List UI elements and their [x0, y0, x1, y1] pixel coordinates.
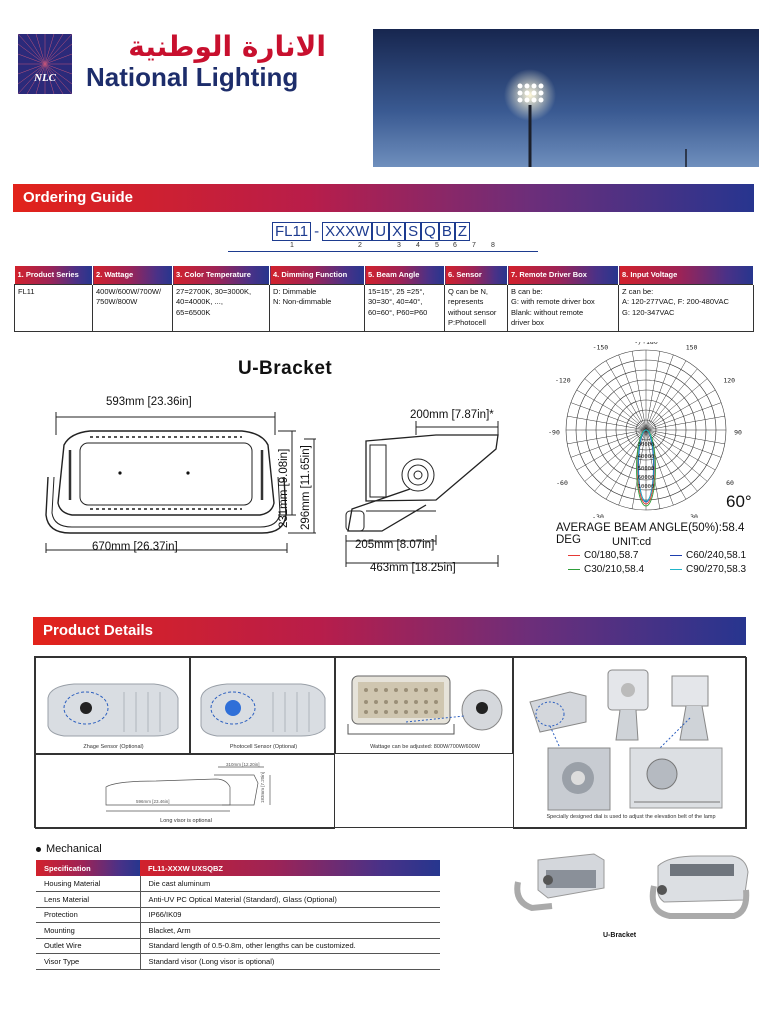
visor-dim-top: 310mm [12.20in] [226, 762, 260, 767]
polar-angle-label: 60 [726, 478, 734, 487]
side-view-drawing [326, 405, 526, 585]
polar-svg [546, 342, 756, 518]
bullet-icon [36, 847, 41, 852]
table-cell: B can be: G: with remote driver box Blank: without remote driver box [508, 284, 619, 331]
code-segment: XXXW [322, 222, 372, 241]
unit-label: UNIT:cd [612, 536, 652, 548]
mechanical-title-text: Mechanical [46, 843, 102, 855]
table-row [36, 923, 440, 939]
code-number: 5 [435, 242, 439, 249]
legend-swatch [568, 569, 580, 570]
table-row [36, 876, 440, 892]
dim-side-top: 200mm [7.87in]* [410, 409, 494, 421]
spec-label: Outlet Wire [36, 938, 140, 954]
visor-drawing [96, 761, 276, 815]
company-logo [18, 34, 72, 94]
code-number: 7 [472, 242, 476, 249]
stadium-photo [373, 29, 759, 167]
wattage-caption: Wattage can be adjusted: 800W/700W/600W [370, 744, 480, 750]
ordering-table-header [15, 266, 754, 284]
photocell-sensor-image [197, 678, 331, 742]
u-bracket-label: U-Bracket [603, 932, 637, 939]
company-name: National Lighting [86, 62, 299, 92]
dim-height-2: 296mm [11.65in] [300, 445, 312, 530]
spec-label: Visor Type [36, 954, 140, 970]
u-bracket-product-image [508, 846, 758, 930]
code-number: 2 [358, 242, 362, 249]
zhaga-sensor-image [44, 678, 184, 742]
spec-value: IP66/IK09 [140, 907, 440, 923]
beam-angle-caption: AVERAGE BEAM ANGLE(50%):58.4 DEG [556, 522, 745, 546]
spec-table-header [36, 860, 440, 876]
ordering-table [14, 266, 754, 332]
code-number: 1 [290, 242, 294, 249]
code-underline [228, 251, 538, 252]
photocell-sensor-panel [190, 657, 335, 754]
code-segment: U [372, 222, 389, 241]
code-number: 8 [491, 242, 495, 249]
spec-header-cell: Specification [36, 860, 140, 876]
mechanical-title [36, 843, 102, 855]
column-header: 1. Product Series [15, 266, 93, 284]
table-row [36, 954, 440, 970]
code-segment: B [439, 222, 455, 241]
table-row [36, 892, 440, 908]
dim-width-top: 593mm [23.36in] [106, 396, 192, 408]
spec-value: Die cast aluminum [140, 876, 440, 892]
spec-label: Mounting [36, 923, 140, 939]
legend-label: C60/240,58.1 [686, 550, 747, 561]
table-cell: FL11 [15, 284, 93, 331]
table-row [15, 284, 754, 331]
visor-dim-side: 183mm [7.20in] [260, 771, 265, 803]
spec-header-cell: FL11-XXXW UXSQBZ [140, 860, 440, 876]
legend-label: C30/210,58.4 [584, 564, 645, 575]
polar-ring-label: 10000 [637, 484, 655, 490]
legend-swatch [568, 555, 580, 556]
code-number: 4 [416, 242, 420, 249]
polar-ring-label: 40000 [637, 454, 655, 460]
table-cell: 15=15°, 25 =25°, 30=30°, 40=40°, 60=60°, P60=P60 [365, 284, 445, 331]
beam-degree: 60° [726, 492, 752, 511]
legend-swatch [670, 569, 682, 570]
spec-value: Standard visor (Long visor is optional) [140, 954, 440, 970]
legend-item [670, 550, 746, 561]
spec-value: Standard length of 0.5-0.8m, other lengths can be customized. [140, 938, 440, 954]
wattage-panel [335, 657, 513, 754]
code-segment: Q [421, 222, 439, 241]
column-header: 4. Dimming Function [270, 266, 365, 284]
polar-ring-label: 60000 [637, 475, 655, 481]
table-cell: 400W/600W/700W/ 750W/800W [93, 284, 173, 331]
column-header: 6. Sensor [445, 266, 508, 284]
code-number: 3 [397, 242, 401, 249]
spec-table [36, 860, 440, 970]
visor-panel [35, 754, 335, 829]
dim-width-bottom: 670mm [26.37in] [92, 541, 178, 553]
dial-caption: Specially designed dial is used to adjust the elevation belt of the lamp [546, 814, 716, 820]
column-header: 3. Color Temperature [173, 266, 270, 284]
legend-item [568, 550, 639, 561]
logo-starburst [18, 34, 72, 94]
code-number: 6 [453, 242, 457, 249]
photocell-caption: Photocell Sensor (Optional) [229, 744, 298, 750]
column-header: 7. Remote Driver Box [508, 266, 619, 284]
product-details-grid [34, 656, 746, 828]
dial-panel [513, 657, 747, 829]
polar-diagram [546, 342, 756, 518]
legend-label: C90/270,58.3 [686, 564, 747, 575]
visor-dim-bottom: 596mm [23.46in] [136, 799, 170, 804]
table-row [36, 907, 440, 923]
dim-side-mid: 205mm [8.07in] [355, 539, 435, 551]
polar-angle-label: 90 [734, 428, 742, 437]
dial-image [520, 662, 744, 812]
dim-height-1: 231mm [9.08in] [278, 448, 290, 528]
spec-value: Anti-UV PC Optical Material (Standard), Glass (Optional) [140, 892, 440, 908]
code-segment: FL11 [272, 222, 311, 241]
polar-angle-label: -150 [592, 343, 609, 352]
code-separator: - [314, 222, 320, 240]
legend-item [568, 564, 644, 575]
polar-angle-label: 120 [723, 376, 736, 385]
table-row [36, 938, 440, 954]
legend-label: C0/180,58.7 [584, 550, 639, 561]
spec-label: Lens Material [36, 892, 140, 908]
spec-label: Protection [36, 907, 140, 923]
dim-side-bottom: 463mm [18.25in] [370, 562, 456, 574]
polar-angle-label: -60 [556, 478, 568, 487]
column-header: 8. Input Voltage [619, 266, 754, 284]
code-segment: S [405, 222, 421, 241]
table-cell: Z can be: A: 120-277VAC, F: 200-480VAC G: 120-347VAC [619, 284, 754, 331]
legend-swatch [670, 555, 682, 556]
wattage-image [344, 666, 509, 744]
spec-value: Blacket, Arm [140, 923, 440, 939]
polar-angle-label: -30 [592, 513, 604, 518]
column-header: 5. Beam Angle [365, 266, 445, 284]
table-cell: D: Dimmable N: Non-dimmable [270, 284, 365, 331]
polar-angle-label: -/+180 [634, 342, 658, 346]
code-segment: Z [455, 222, 470, 241]
product-details-banner: Product Details [33, 617, 746, 645]
table-cell: 27=2700K, 30=3000K, 40=4000K, ..., 65=6500K [173, 284, 270, 331]
polar-angle-label [644, 516, 648, 518]
polar-ring-label: 30000 [637, 442, 655, 448]
legend-item [670, 564, 746, 575]
polar-angle-label: -90 [548, 428, 560, 437]
polar-ring-label: 50000 [637, 466, 655, 472]
spec-label: Housing Material [36, 876, 140, 892]
ordering-guide-banner: Ordering Guide [13, 184, 754, 212]
zhaga-caption: Zhage Sensor (Optional) [83, 744, 144, 750]
zhaga-sensor-panel [35, 657, 190, 754]
polar-angle-label: 150 [685, 343, 698, 352]
table-cell: Q can be N, represents without sensor P:Photocell [445, 284, 508, 331]
column-header: 2. Wattage [93, 266, 173, 284]
ordering-code [272, 221, 470, 241]
code-segment: X [389, 222, 405, 241]
u-bracket-title: U-Bracket [238, 358, 333, 379]
polar-angle-label: 30 [690, 513, 698, 518]
company-name-arabic: الانارة الوطنية [128, 30, 326, 63]
polar-angle-label: -120 [554, 376, 571, 385]
visor-caption: Long visor is optional [160, 818, 212, 824]
logo-text: NLC [34, 72, 56, 84]
